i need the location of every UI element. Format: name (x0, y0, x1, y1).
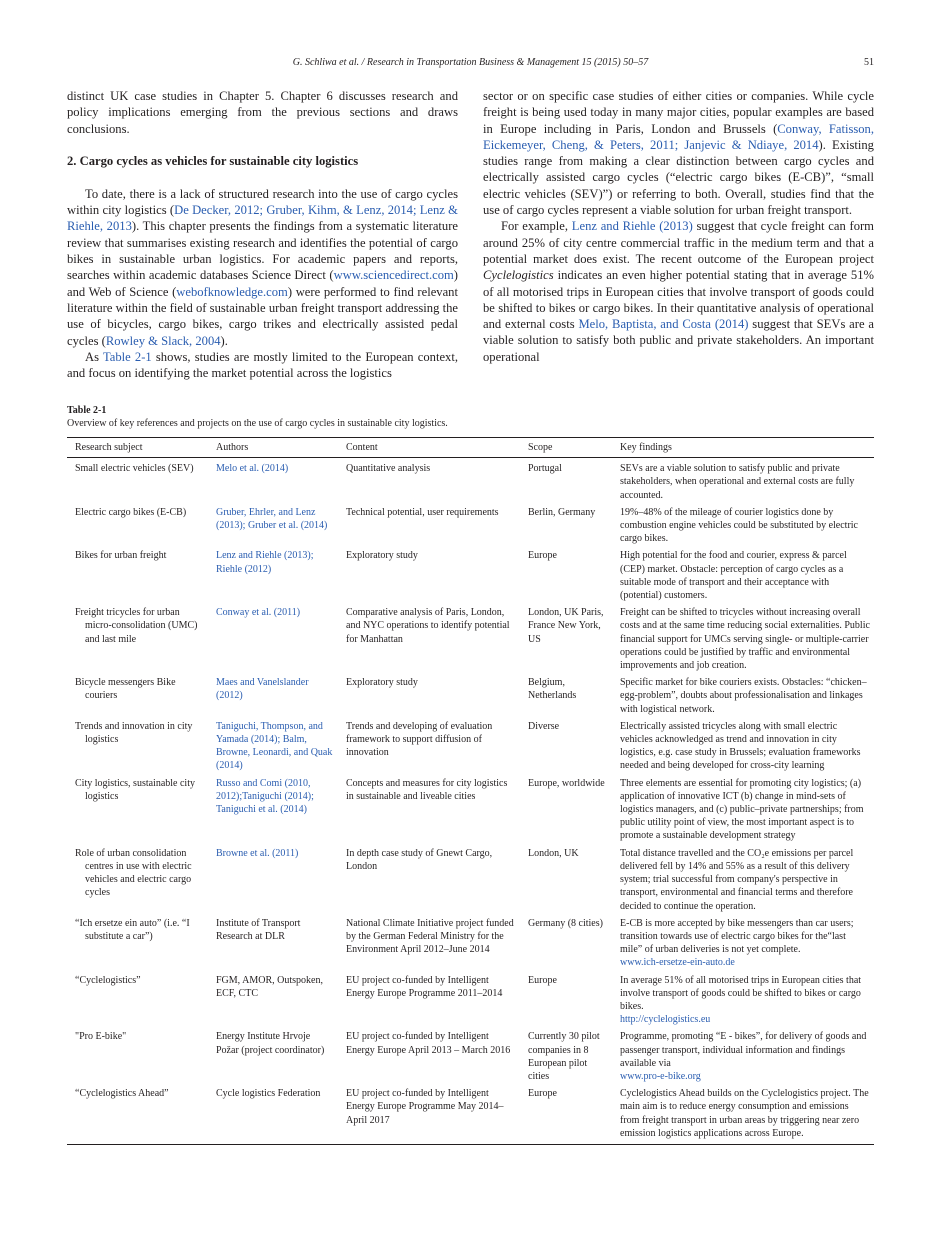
author-citation-link[interactable]: Russo and Comi (2010, 2012);Taniguchi (2014); Taniguchi et al. (2014) (216, 777, 314, 816)
key-findings-cell (612, 913, 874, 970)
project-url-link[interactable]: www.pro-e-bike.org (620, 1070, 701, 1082)
scope-cell-text: Europe (528, 974, 557, 986)
authors-cell (208, 1026, 338, 1083)
text: shows, studies are mostly limited to the European context, and focus on identifying the market potential across the logistics (67, 349, 458, 381)
text: As (85, 349, 103, 364)
key-findings-cell (612, 458, 874, 502)
author-citation-link[interactable]: Melo et al. (2014) (216, 463, 289, 475)
scope-cell-text: Belgium, Netherlands (528, 677, 577, 702)
table-body (67, 458, 874, 1145)
column-header: Research subject (67, 438, 208, 458)
authors-cell (208, 773, 338, 843)
citation-link[interactable]: Rowley & Slack, 2004 (105, 333, 221, 348)
scope-cell (520, 773, 612, 843)
content-cell-text: Quantitative analysis (346, 463, 431, 475)
text: suggest that SEVs are a viable solution to satisfy both public and private stakeholders. An important operational (483, 317, 874, 364)
key-findings-cell-text: Electrically assisted tricycles along with small electric vehicles acknowledged as trend and innovation in city logistics, e.g. case study in Brussels; evaluation frameworks needed and being developed for cross-city learning (620, 720, 861, 772)
table-row (67, 602, 874, 672)
scope-cell-text: Diverse (528, 720, 560, 732)
content-cell (338, 1026, 520, 1083)
research-subject-cell (67, 545, 208, 602)
authors-cell (208, 970, 338, 1027)
text: ). Existing studies range from making a clear distinction between cargo cycles and electrically assisted cargo cycles (“electric cargo bikes (E-CB)”, “small electric vehicles (SEV)”) or referring to both. Overall, studies find that the use of cargo cycles represent a viable solution for urban freight transport. (483, 137, 874, 218)
key-findings-cell (612, 1026, 874, 1083)
author-citation-link[interactable]: Maes and Vanelslander (2012) (216, 677, 309, 702)
table-row (67, 458, 874, 502)
research-subject-cell-text: “Cyclelogistics Ahead” (75, 1088, 169, 1100)
table-row (67, 970, 874, 1027)
content-cell (338, 672, 520, 716)
running-header (67, 57, 874, 73)
column-header: Scope (520, 438, 612, 458)
research-subject-cell-text: City logistics, sustainable city logistics (75, 777, 195, 802)
scope-cell (520, 602, 612, 672)
research-subject-cell-text: “Ich ersetze ein auto” (i.e. “I substitute a car”) (75, 917, 190, 942)
section-heading: 2. Cargo cycles as vehicles for sustainable city logistics (67, 153, 359, 168)
page-number: 51 (864, 57, 874, 68)
research-subject-cell-text: Role of urban consolidation centres in use with electric vehicles and electric cargo cycles (75, 847, 192, 899)
scope-cell-text: London, UK Paris, France New York, US (528, 607, 604, 645)
table-row (67, 773, 874, 843)
references-table (67, 437, 874, 1145)
scope-cell (520, 672, 612, 716)
author-citation-link[interactable]: Taniguchi, Thompson, and Yamada (2014); Balm, Browne, Leonardi, and Quak (2014) (216, 720, 333, 772)
content-cell-text: Technical potential, user requirements (346, 506, 499, 518)
authors-cell-text: Institute of Transport Research at DLR (216, 917, 301, 942)
research-subject-cell-text: Freight tricycles for urban micro-consolidation (UMC) and last mile (75, 607, 198, 645)
citation-link[interactable]: Conway, Fatisson, Eickemeyer, Cheng, & Peters, 2011; Janjevic & Ndiaye, 2014 (483, 121, 874, 152)
project-url-link[interactable]: http://cyclelogistics.eu (620, 1014, 711, 1026)
research-subject-cell (67, 458, 208, 502)
table-row (67, 716, 874, 773)
key-findings-cell (612, 970, 874, 1027)
research-subject-cell-text: Trends and innovation in city logistics (75, 720, 193, 746)
content-cell-text: EU project co-funded by Intelligent Energy Europe Programme May 2014–April 2017 (346, 1088, 504, 1126)
author-citation-link[interactable]: Conway et al. (2011) (216, 607, 301, 619)
column-header: Key findings (612, 438, 874, 458)
content-cell (338, 970, 520, 1027)
authors-cell (208, 458, 338, 502)
key-findings-cell (612, 773, 874, 843)
scope-cell (520, 545, 612, 602)
left-column (67, 88, 458, 381)
research-subject-cell (67, 773, 208, 843)
content-cell-text: National Climate Initiative project funded by the German Federal Ministry for the Environment April 2012–June 2014 (346, 917, 514, 956)
text: suggest that cycle freight can form around 25% of city centre commercial traffic in the medium term and that a potential market does exist. The recent outcome of the European project (483, 219, 874, 266)
author-citation-link[interactable]: Browne et al. (2011) (216, 847, 299, 859)
content-cell (338, 1083, 520, 1144)
scope-cell-text: London, UK (528, 847, 579, 859)
paragraph (67, 186, 458, 349)
authors-cell-text: Energy Institute Hrvoje Požar (project coordinator) (216, 1031, 325, 1056)
content-cell (338, 458, 520, 502)
content-cell-text: EU project co-funded by Intelligent Energy Europe April 2013 – March 2016 (346, 1031, 511, 1056)
research-subject-cell-text: "Pro E-bike" (75, 1031, 127, 1043)
table-row (67, 843, 874, 913)
table-row (67, 502, 874, 546)
key-findings-cell-text: In average 51% of all motorised trips in European cities that involve transport of goods could be shifted to bikes or cargo bikes. (620, 974, 862, 1012)
scope-cell (520, 913, 612, 970)
author-citation-link[interactable]: Gruber, Ehrler, and Lenz (2013); Gruber et al. (2014) (216, 506, 328, 532)
content-cell (338, 913, 520, 970)
key-findings-cell-text: Cyclelogistics Ahead builds on the Cyclelogistics project. The main aim is to reduce energy consumption and emissions from freight transport in urban areas by triggering near zero emission logistics applications across Europe. (620, 1088, 869, 1139)
url-link[interactable]: webofknowledge.com (176, 284, 288, 299)
author-citation-link[interactable]: Lenz and Riehle (2013); Riehle (2012) (216, 550, 314, 575)
column-header: Content (338, 438, 520, 458)
text: To date, there is a lack of structured research into the use of cargo cycles within city logistics ( (67, 186, 458, 218)
project-url-link[interactable]: www.ich-ersetze-ein-auto.de (620, 957, 735, 969)
research-subject-cell-text: Bicycle messengers Bike couriers (75, 677, 176, 702)
project-name: Cyclelogistics (483, 268, 554, 283)
key-findings-cell (612, 545, 874, 602)
key-findings-cell-text: E-CB is more accepted by bike messengers than car users; transition towards use of electric cargo bikes for the“last mile” of urban deliveries is not yet complete. (620, 917, 854, 956)
key-findings-cell-text: Total distance travelled and the CO₂e emissions per parcel delivered fell by 14% and 55% as a result of this delivery system; trial successful from company's perspective in transport, environmental and financial terms and therefore decided to continue the operation. (620, 847, 854, 912)
scope-cell-text: Europe (528, 1088, 557, 1100)
text: ). This chapter presents the findings from a systematic literature review that summarises existing research and identifies the potential of cargo bikes in sustainable urban logistics. For academic papers and reports, searches within academic databases Science Direct ( (67, 219, 458, 283)
content-cell (338, 545, 520, 602)
text: indicates an even higher potential stating that in average 51% of all motorised trips in European cities that involve transport of goods could be shifted to bikes or cargo bikes. In their quantitative analysis of operational and external costs (483, 268, 874, 332)
authors-cell (208, 502, 338, 546)
content-cell (338, 602, 520, 672)
running-title: G. Schliwa et al. / Research in Transportation Business & Management 15 (2015) 50–57 (292, 57, 649, 68)
scope-cell (520, 843, 612, 913)
content-cell (338, 502, 520, 546)
scope-cell (520, 1026, 612, 1083)
citation-link[interactable]: Melo, Baptista, and Costa (2014) (578, 317, 749, 332)
scope-cell-text: Berlin, Germany (528, 506, 596, 518)
text: sector or on specific case studies of either cities or companies. While cycle freight is being used today in many major cities, popular examples are based in Europe including in Paris, London and Brussels ( (483, 89, 874, 136)
research-subject-cell (67, 502, 208, 546)
content-cell (338, 716, 520, 773)
research-subject-cell (67, 602, 208, 672)
key-findings-cell-text: Specific market for bike couriers exists. Obstacles: “chicken–egg-problem”, doubts about professionalisation and linkages with logistical network. (620, 677, 867, 715)
key-findings-cell-text: High potential for the food and courier, express & parcel (CEP) market. Obstacle: perception of cargo cycles as a suitable mode of transport and their acceptance with (potential) customers. (620, 550, 847, 602)
content-cell (338, 843, 520, 913)
table-caption (67, 404, 874, 430)
scope-cell (520, 970, 612, 1027)
scope-cell-text: Europe, worldwide (528, 777, 605, 789)
key-findings-cell-text: 19%–48% of the mileage of courier logistics done by combustion engine vehicles could be substituted by electric cargo bikes. (620, 506, 858, 545)
research-subject-cell (67, 843, 208, 913)
scope-cell-text: Currently 30 pilot companies in 8 European pilot cities (528, 1031, 600, 1082)
table-row (67, 913, 874, 970)
research-subject-cell (67, 1083, 208, 1144)
text: ). (220, 333, 228, 348)
scope-cell-text: Germany (8 cities) (528, 917, 603, 929)
key-findings-cell-text: Three elements are essential for promoting city logistics; (a) application of innovative ICT (b) change in mind-sets of logistics managers, and (c) public–private partnerships; from public utility point of view, the most important aspect is to promote a sustainable development strategy (620, 777, 864, 842)
research-subject-cell (67, 672, 208, 716)
key-findings-cell-text: SEVs are a viable solution to satisfy public and private stakeholders, when operational and external costs are fully accounted. (620, 463, 855, 501)
authors-cell (208, 602, 338, 672)
authors-cell-text: Cycle logistics Federation (216, 1088, 321, 1100)
key-findings-cell-text: Freight can be shifted to tricycles without increasing overall costs and at the same time reducing social externalities. Public financial support for UMCs serving single- or multiple-carrier operations could be justified by traffic and environmental improvements and job creation. (620, 607, 870, 672)
authors-cell (208, 545, 338, 602)
citation-link[interactable]: Lenz and Riehle (2013) (571, 219, 693, 234)
key-findings-cell (612, 672, 874, 716)
research-subject-cell (67, 1026, 208, 1083)
content-cell-text: Exploratory study (346, 677, 418, 689)
key-findings-cell (612, 502, 874, 546)
research-subject-cell (67, 970, 208, 1027)
key-findings-cell (612, 602, 874, 672)
scope-cell (520, 716, 612, 773)
table-row (67, 545, 874, 602)
paragraph (483, 88, 874, 218)
text: ) and Web of Science ( (67, 268, 458, 299)
content-cell-text: Concepts and measures for city logistics in sustainable and liveable cities (346, 777, 508, 802)
authors-cell-text: FGM, AMOR, Outspoken, ECF, CTC (216, 974, 323, 999)
content-cell-text: In depth case study of Gnewt Cargo, London (346, 847, 493, 872)
research-subject-cell-text: Electric cargo bikes (E-CB) (75, 506, 187, 518)
scope-cell (520, 502, 612, 546)
content-cell-text: Exploratory study (346, 550, 418, 562)
key-findings-cell (612, 1083, 874, 1144)
paragraph: distinct UK case studies in Chapter 5. Chapter 6 discusses research and policy implications emerging from the previous sections and draws conclusions. (67, 89, 458, 136)
table-ref-link[interactable]: Table 2-1 (102, 349, 152, 364)
content-cell (338, 773, 520, 843)
authors-cell (208, 1083, 338, 1144)
key-findings-cell (612, 716, 874, 773)
content-cell-text: Comparative analysis of Paris, London, and NYC operations to identify potential for Manhattan (346, 607, 510, 645)
scope-cell (520, 1083, 612, 1144)
text: For example, (501, 219, 572, 234)
url-link[interactable]: www.sciencedirect.com (333, 268, 454, 283)
content-cell-text: Trends and developing of evaluation framework to support diffusion of innovation (346, 720, 493, 759)
research-subject-cell-text: Bikes for urban freight (75, 550, 167, 562)
authors-cell (208, 843, 338, 913)
paragraph (483, 218, 874, 365)
research-subject-cell (67, 716, 208, 773)
research-subject-cell-text: “Cyclelogistics” (75, 974, 141, 986)
scope-cell-text: Europe (528, 550, 557, 562)
key-findings-cell (612, 843, 874, 913)
scope-cell (520, 458, 612, 502)
table-row (67, 1026, 874, 1083)
right-column (483, 88, 874, 365)
authors-cell (208, 716, 338, 773)
table-header-row (67, 438, 874, 458)
paragraph (67, 349, 458, 382)
research-subject-cell-text: Small electric vehicles (SEV) (75, 463, 194, 475)
research-subject-cell (67, 913, 208, 970)
authors-cell (208, 672, 338, 716)
column-header: Authors (208, 438, 338, 458)
content-cell-text: EU project co-funded by Intelligent Energy Europe Programme 2011–2014 (346, 974, 503, 999)
key-findings-cell-text: Programme, promoting “E - bikes”, for delivery of goods and passenger transport, individual information and findings available via (620, 1031, 867, 1069)
authors-cell (208, 913, 338, 970)
table-number: Table 2-1 (67, 405, 107, 416)
table-row (67, 1083, 874, 1144)
table-row (67, 672, 874, 716)
scope-cell-text: Portugal (528, 463, 562, 475)
citation-link[interactable]: De Decker, 2012; Gruber, Kihm, & Lenz, 2014; Lenz & Riehle, 2013 (67, 203, 458, 234)
table-caption-text: Overview of key references and projects on the use of cargo cycles in sustainable city logistics. (67, 418, 448, 429)
text: ) were performed to find relevant literature within the field of sustainable urban freight transport addressing the use of bicycles, cargo bikes, cargo trikes and electrically assisted pedal cycles ( (67, 284, 458, 348)
